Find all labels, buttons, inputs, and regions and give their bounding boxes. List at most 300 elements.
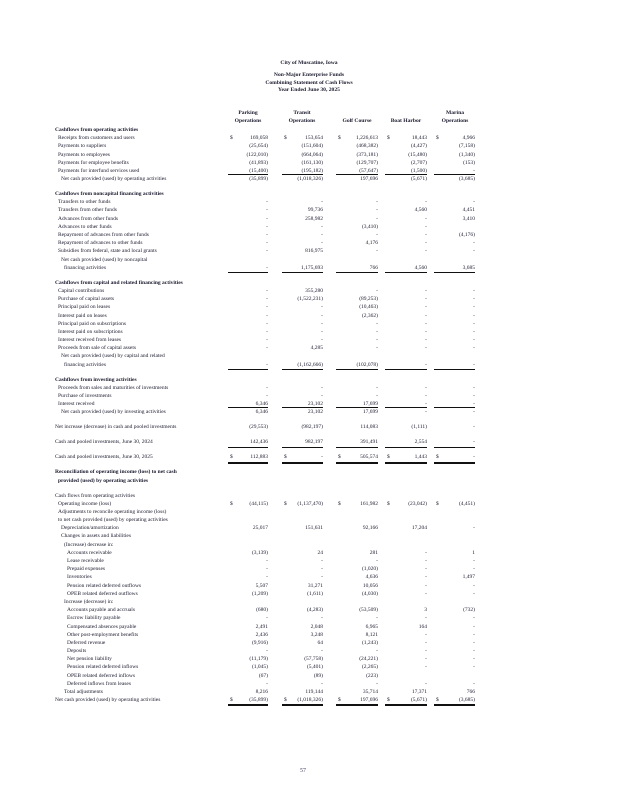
cell-value: 119,144 [305, 689, 323, 695]
cell-marina [434, 198, 475, 206]
cell-golf-course [336, 256, 378, 264]
cell-value: (1,045) [251, 664, 268, 671]
cell-transit [282, 565, 323, 573]
cell-boat-harbor [385, 320, 427, 328]
cell-boat-harbor [385, 663, 427, 671]
row-label: Pension related deferred inflows [67, 664, 139, 671]
cell-value: - [473, 240, 475, 247]
cell-value: 1,443 [414, 454, 427, 461]
cell-value: (35,899) [249, 176, 268, 183]
cell-value: - [473, 439, 475, 446]
cell-value: (373,181) [356, 151, 378, 158]
row-label: Net cash provided (used) by noncapital [61, 256, 148, 263]
cell-golf-course [336, 508, 378, 516]
table-row [55, 647, 485, 655]
table-row [55, 639, 485, 647]
cell-boat-harbor [385, 423, 427, 431]
cell-value: (1,020) [361, 566, 378, 573]
cell-value: (1,162,666) [297, 361, 323, 368]
row-label: Payments for interfund services used [58, 167, 140, 174]
cell-value: - [266, 312, 268, 319]
cell-parking [228, 215, 268, 223]
cell-value: - [266, 304, 268, 311]
cell-value: 505,574 [360, 454, 378, 461]
table-row [55, 295, 485, 303]
table-row [55, 598, 485, 606]
cell-golf-course [336, 344, 378, 352]
cell-value: (10,463) [359, 304, 378, 311]
table-row [55, 655, 485, 663]
column-header-line: Marina [445, 110, 465, 116]
cell-value: - [473, 345, 475, 352]
cell-value: 2,048 [310, 623, 323, 630]
cell-boat-harbor [385, 312, 427, 320]
cell-value: 17,204 [411, 525, 427, 532]
cell-transit [282, 239, 323, 247]
total-row [55, 453, 485, 461]
cell-value: - [321, 304, 323, 311]
row-label: Cashflows from capital and related financing activities [55, 279, 183, 286]
row-label: Interest received [58, 401, 95, 408]
row-label: Proceeds from sales and maturities of investments [58, 384, 169, 391]
cell-value: 982,197 [305, 439, 323, 446]
cell-value: - [473, 623, 475, 630]
cell-parking [228, 231, 268, 239]
cell-value: (24,221) [359, 656, 378, 663]
cell-parking [228, 256, 268, 264]
cell-value: (25,654) [249, 143, 268, 150]
row-label: Adjustments to reconcile operating income (loss) [58, 508, 167, 515]
row-spacer [55, 432, 485, 439]
cell-parking [228, 688, 268, 696]
row-spacer [55, 417, 485, 424]
cell-value: - [425, 574, 427, 581]
total-row [55, 264, 485, 272]
cell-marina [434, 295, 475, 303]
cell-transit [282, 384, 323, 392]
cell-parking [228, 639, 268, 647]
cell-boat-harbor [385, 696, 427, 706]
row-label: Purchase of investments [58, 393, 112, 400]
cell-value: - [473, 631, 475, 638]
cell-value: - [266, 223, 268, 230]
row-label: Changes in assets and liabilities [61, 533, 131, 540]
cell-transit [282, 159, 323, 167]
cell-marina [434, 508, 475, 516]
cell-value: - [425, 328, 427, 335]
table-row [55, 532, 485, 540]
cell-transit [282, 598, 323, 606]
cell-value: - [266, 328, 268, 335]
cell-transit [282, 352, 323, 360]
cell-golf-course [336, 239, 378, 247]
cell-value: - [425, 361, 427, 368]
cell-marina [434, 384, 475, 392]
cell-value: (153) [463, 159, 475, 166]
cell-value: - [266, 558, 268, 564]
cell-boat-harbor [385, 231, 427, 239]
cell-value: - [425, 664, 427, 671]
cell-marina [434, 541, 475, 549]
cell-value: 197,696 [360, 176, 378, 183]
column-header-transit [272, 109, 332, 125]
cell-transit [282, 500, 323, 508]
cell-value: - [473, 615, 475, 622]
cell-parking [228, 206, 268, 214]
row-label: Net cash provided (used) by operating activities [55, 697, 161, 704]
row-spacer [55, 369, 485, 376]
cell-marina [434, 582, 475, 590]
cell-transit [282, 524, 323, 532]
cell-marina [434, 516, 475, 524]
row-label: Accounts payable and accruals [67, 607, 135, 614]
row-label: Cashflows from operating activities [55, 127, 139, 133]
cell-value: - [425, 680, 427, 687]
cell-golf-course [336, 606, 378, 614]
cell-value: (44,115) [249, 500, 268, 507]
cell-boat-harbor [385, 565, 427, 573]
cell-value: - [266, 199, 268, 206]
cell-golf-course [336, 198, 378, 206]
cell-golf-course [336, 142, 378, 150]
cell-marina [434, 524, 475, 532]
cell-value: - [473, 582, 475, 589]
cell-golf-course [336, 532, 378, 540]
cell-transit [282, 312, 323, 320]
cell-parking [228, 134, 268, 142]
cell-marina [434, 590, 475, 598]
cell-golf-course [336, 516, 378, 524]
section-heading [55, 477, 485, 485]
column-header-line: Operations [288, 118, 316, 124]
cell-value: - [425, 312, 427, 319]
cell-parking [228, 565, 268, 573]
cell-value: - [266, 361, 268, 368]
cell-parking [228, 320, 268, 328]
cell-parking [228, 614, 268, 622]
cell-value: - [425, 248, 427, 255]
cell-transit [282, 392, 323, 400]
cell-value: 4,560 [414, 207, 427, 214]
cell-golf-course [336, 524, 378, 532]
cell-value: 153,654 [305, 135, 323, 142]
cell-boat-harbor [385, 623, 427, 631]
cell-marina [434, 206, 475, 214]
cell-marina [434, 256, 475, 264]
cell-value: - [425, 232, 427, 239]
table-row [55, 663, 485, 671]
cell-transit [282, 532, 323, 540]
table-row [55, 623, 485, 631]
cell-value: - [473, 312, 475, 319]
row-label: Advances to other funds [58, 223, 112, 230]
cell-transit [282, 541, 323, 549]
total-row [55, 696, 485, 704]
cell-value: - [376, 393, 378, 400]
column-header-line: Golf Course [342, 118, 372, 124]
cell-boat-harbor [385, 328, 427, 336]
cell-marina [434, 532, 475, 540]
cell-value: - [473, 248, 475, 255]
cell-golf-course [336, 151, 378, 159]
cell-value: - [376, 248, 378, 255]
row-label: Payments for employee benefits [58, 159, 129, 166]
cell-parking [228, 508, 268, 516]
table-row [55, 438, 485, 446]
cell-boat-harbor [385, 303, 427, 311]
cell-transit [282, 215, 323, 223]
cell-golf-course [336, 680, 378, 688]
cell-boat-harbor [385, 549, 427, 557]
cell-value: 112,883 [250, 454, 268, 461]
table-row [55, 159, 485, 167]
cell-value: 23,102 [307, 401, 323, 408]
cell-value: (89,253) [359, 296, 378, 303]
column-header-line: Boat Harbor [390, 118, 422, 124]
cell-marina [434, 134, 475, 142]
cell-boat-harbor [385, 134, 427, 142]
cell-value: - [266, 384, 268, 391]
cell-value: 197,696 [360, 697, 378, 704]
cell-parking [228, 524, 268, 532]
cell-golf-course [336, 312, 378, 320]
cell-value: - [425, 223, 427, 230]
cell-golf-course [336, 631, 378, 639]
row-label: Subsidies from federal, state and local grants [58, 248, 157, 255]
cell-marina [434, 573, 475, 581]
cell-value: 151,631 [305, 525, 323, 532]
table-row [55, 631, 485, 639]
table-row [55, 344, 485, 352]
cell-value: - [473, 167, 475, 174]
cell-marina [434, 231, 475, 239]
cell-boat-harbor [385, 573, 427, 581]
row-label: Receipts from customers and users [58, 135, 135, 142]
cell-parking [228, 557, 268, 565]
cell-value: - [376, 345, 378, 352]
table-row [55, 500, 485, 508]
cell-golf-course [336, 688, 378, 696]
cell-golf-course [336, 639, 378, 647]
cell-boat-harbor [385, 256, 427, 264]
cell-value: - [376, 680, 378, 687]
table-row [55, 320, 485, 328]
cell-value: (2,362) [361, 312, 378, 319]
row-label: Other post-employment benefits [67, 631, 139, 638]
cell-value: - [473, 337, 475, 344]
table-row [55, 256, 485, 264]
cell-value: - [473, 393, 475, 400]
cell-value: (2,707) [410, 159, 427, 166]
row-label: Interest paid on leases [58, 312, 107, 319]
cell-value: 2,554 [414, 439, 427, 446]
cell-value: - [376, 287, 378, 294]
cell-marina [434, 312, 475, 320]
row-label: Total adjustments [64, 689, 103, 695]
currency-symbol: $ [284, 500, 287, 507]
cell-value: 4,285 [310, 345, 323, 352]
cell-value: 1,226,613 [356, 135, 378, 142]
cell-value: (680) [256, 607, 268, 614]
column-header-line: Transit [293, 110, 311, 116]
cell-value: (195,182) [301, 167, 323, 174]
cell-golf-course [336, 647, 378, 655]
cell-value: - [266, 574, 268, 581]
cell-value: - [266, 287, 268, 294]
cell-parking [228, 672, 268, 680]
currency-symbol: $ [284, 135, 287, 142]
cell-value: (129,707) [356, 159, 378, 166]
cell-value: - [425, 656, 427, 663]
cell-parking [228, 174, 268, 183]
cell-value: - [321, 615, 323, 622]
currency-symbol: $ [338, 697, 341, 704]
cell-value: - [266, 648, 268, 655]
cell-value: - [321, 393, 323, 400]
table-row [55, 239, 485, 247]
table-row [55, 549, 485, 557]
row-label: Interest received from leases [58, 337, 122, 344]
cell-marina [434, 142, 475, 150]
cell-value: 766 [369, 264, 378, 271]
cell-marina [434, 336, 475, 344]
cell-value: 355,280 [305, 287, 323, 294]
cell-golf-course [336, 655, 378, 663]
currency-symbol: $ [387, 500, 390, 507]
cell-boat-harbor [385, 590, 427, 598]
cell-marina [434, 631, 475, 639]
row-label: to net cash provided (used) by operating activities [58, 517, 168, 524]
table-row [55, 231, 485, 239]
cell-boat-harbor [385, 647, 427, 655]
cell-transit [282, 492, 323, 500]
cell-transit [282, 303, 323, 311]
cell-marina [434, 549, 475, 557]
cell-value: (53,509) [359, 607, 378, 614]
cell-value: (11,179) [249, 656, 268, 663]
cell-value: - [266, 232, 268, 239]
cell-value: (4,030) [361, 590, 378, 597]
cell-value: - [473, 558, 475, 564]
table-row [55, 328, 485, 336]
table-row [55, 672, 485, 680]
cell-value: (1,209) [251, 590, 268, 597]
cell-value: 17,699 [362, 401, 378, 408]
cell-value: (9,916) [251, 639, 268, 646]
cell-parking [228, 159, 268, 167]
cell-parking [228, 532, 268, 540]
cell-value: 64 [317, 639, 323, 646]
total-row [55, 688, 485, 696]
row-label: Cash and pooled investments, June 30, 2025 [55, 454, 153, 461]
row-label: Pension related deferred outflows [67, 582, 142, 589]
cell-value: - [321, 223, 323, 230]
entity-name: City of Muscatine, Iowa [280, 60, 338, 66]
cell-parking [228, 223, 268, 231]
row-label: OPEB related deferred outflows [67, 590, 138, 597]
section-heading [55, 376, 485, 384]
cell-transit [282, 151, 323, 159]
currency-symbol: $ [230, 697, 233, 704]
cell-marina [434, 352, 475, 360]
currency-symbol: $ [284, 454, 287, 461]
cell-boat-harbor [385, 344, 427, 352]
cell-golf-course [336, 247, 378, 255]
cell-value: (223) [366, 672, 378, 679]
cell-parking [228, 239, 268, 247]
row-label: Prepaid expenses [67, 566, 106, 573]
cell-golf-course [336, 336, 378, 344]
cell-value: (1,018,326) [297, 176, 323, 183]
cell-golf-course [336, 557, 378, 565]
cell-value: 6,346 [255, 401, 268, 408]
cell-marina [434, 639, 475, 647]
cell-transit [282, 328, 323, 336]
cell-value: - [425, 304, 427, 311]
cell-value: 1,175,693 [301, 264, 323, 271]
row-label: financing activities [64, 361, 106, 368]
cell-value: - [473, 656, 475, 663]
currency-symbol: $ [338, 135, 341, 142]
cell-boat-harbor [385, 655, 427, 663]
row-label: Deferred revenue [67, 639, 106, 646]
row-label: Payments to suppliers [58, 143, 107, 150]
cell-value: - [473, 639, 475, 646]
cell-golf-course [336, 573, 378, 581]
row-label: Principal paid on leases [58, 304, 111, 311]
row-label: Accounts receivable [67, 549, 112, 556]
row-label: Reconciliation of operating income (loss) to net cash [55, 469, 177, 476]
cell-parking [228, 680, 268, 688]
cell-value: - [473, 296, 475, 303]
cell-parking [228, 407, 268, 416]
cell-boat-harbor [385, 206, 427, 214]
cell-value: (89) [313, 672, 323, 679]
cell-value: (732) [463, 607, 475, 614]
cell-value: - [473, 328, 475, 335]
cell-golf-course [336, 549, 378, 557]
cell-parking [228, 516, 268, 524]
cell-value: (151,604) [301, 143, 323, 150]
cell-parking [228, 295, 268, 303]
table-row [55, 423, 485, 431]
cell-value: - [425, 345, 427, 352]
row-label: (Increase) decrease in: [64, 541, 114, 548]
cell-value: (3,410) [361, 223, 378, 230]
cell-boat-harbor [385, 524, 427, 532]
cell-value: - [266, 345, 268, 352]
cell-value: 1,497 [462, 574, 475, 581]
cell-parking [228, 606, 268, 614]
cell-boat-harbor [385, 672, 427, 680]
table-row [55, 247, 485, 255]
row-label: Deferred inflows from leases [67, 680, 131, 687]
row-spacer [55, 447, 485, 454]
cell-value: 25,017 [252, 525, 268, 532]
cell-boat-harbor [385, 174, 427, 183]
cell-boat-harbor [385, 159, 427, 167]
cell-value: - [473, 648, 475, 655]
cell-marina [434, 663, 475, 671]
cell-transit [282, 655, 323, 663]
cell-value: - [376, 337, 378, 344]
cell-value: - [425, 215, 427, 222]
cell-transit [282, 231, 323, 239]
cell-value: - [266, 264, 268, 271]
cell-boat-harbor [385, 215, 427, 223]
cell-transit [282, 223, 323, 231]
table-row [55, 287, 485, 295]
